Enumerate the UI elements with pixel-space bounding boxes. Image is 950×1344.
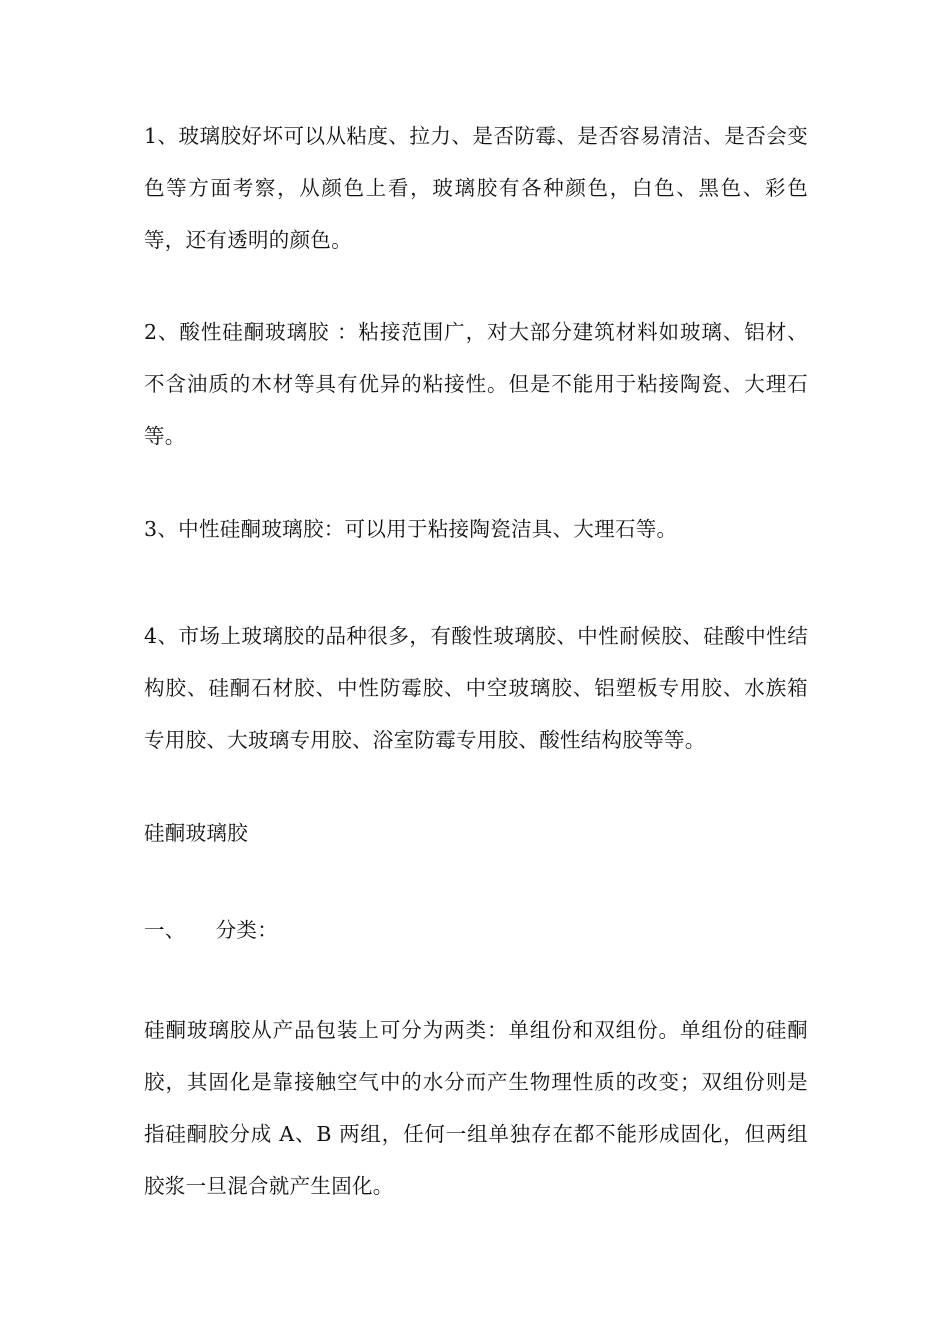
paragraph-market-varieties: 4、市场上玻璃胶的品种很多，有酸性玻璃胶、中性耐候胶、硅酸中性结构胶、硅酮石材胶、中性防霉胶、中空玻璃胶、铝塑板专用胶、水族箱专用胶、大玻璃专用胶、浴室防霉专用胶、酸性结构胶等等。 (144, 624, 808, 752)
paragraph-glass-glue-quality: 1、玻璃胶好坏可以从粘度、拉力、是否防霉、是否容易清洁、是否会变色等方面考察，从颜色上看，玻璃胶有各种颜色，白色、黑色、彩色等，还有透明的颜色。 (144, 124, 808, 252)
subsection-number: 一、 (144, 918, 186, 942)
subsection-heading (144, 904, 808, 956)
paragraph-classification: 硅酮玻璃胶从产品包装上可分为两类：单组份和双组份。单组份的硅酮胶，其固化是靠接触空气中的水分而产生物理性质的改变；双组份则是指硅酮胶分成 A、B 两组，任何一组单独存在都不能形成固化，但两组胶浆一旦混合就产生固化。 (144, 1018, 808, 1198)
paragraph-acidic-silicone: 2、酸性硅酮玻璃胶 ：粘接范围广，对大部分建筑材料如玻璃、铝材、不含油质的木材等具有优异的粘接性。但是不能用于粘接陶瓷、大理石等。 (144, 320, 808, 448)
paragraph-neutral-silicone: 3、中性硅酮玻璃胶：可以用于粘接陶瓷洁具、大理石等。 (144, 517, 678, 541)
subsection-title: 分类： (215, 918, 279, 942)
section-heading: 硅酮玻璃胶 (144, 821, 248, 845)
